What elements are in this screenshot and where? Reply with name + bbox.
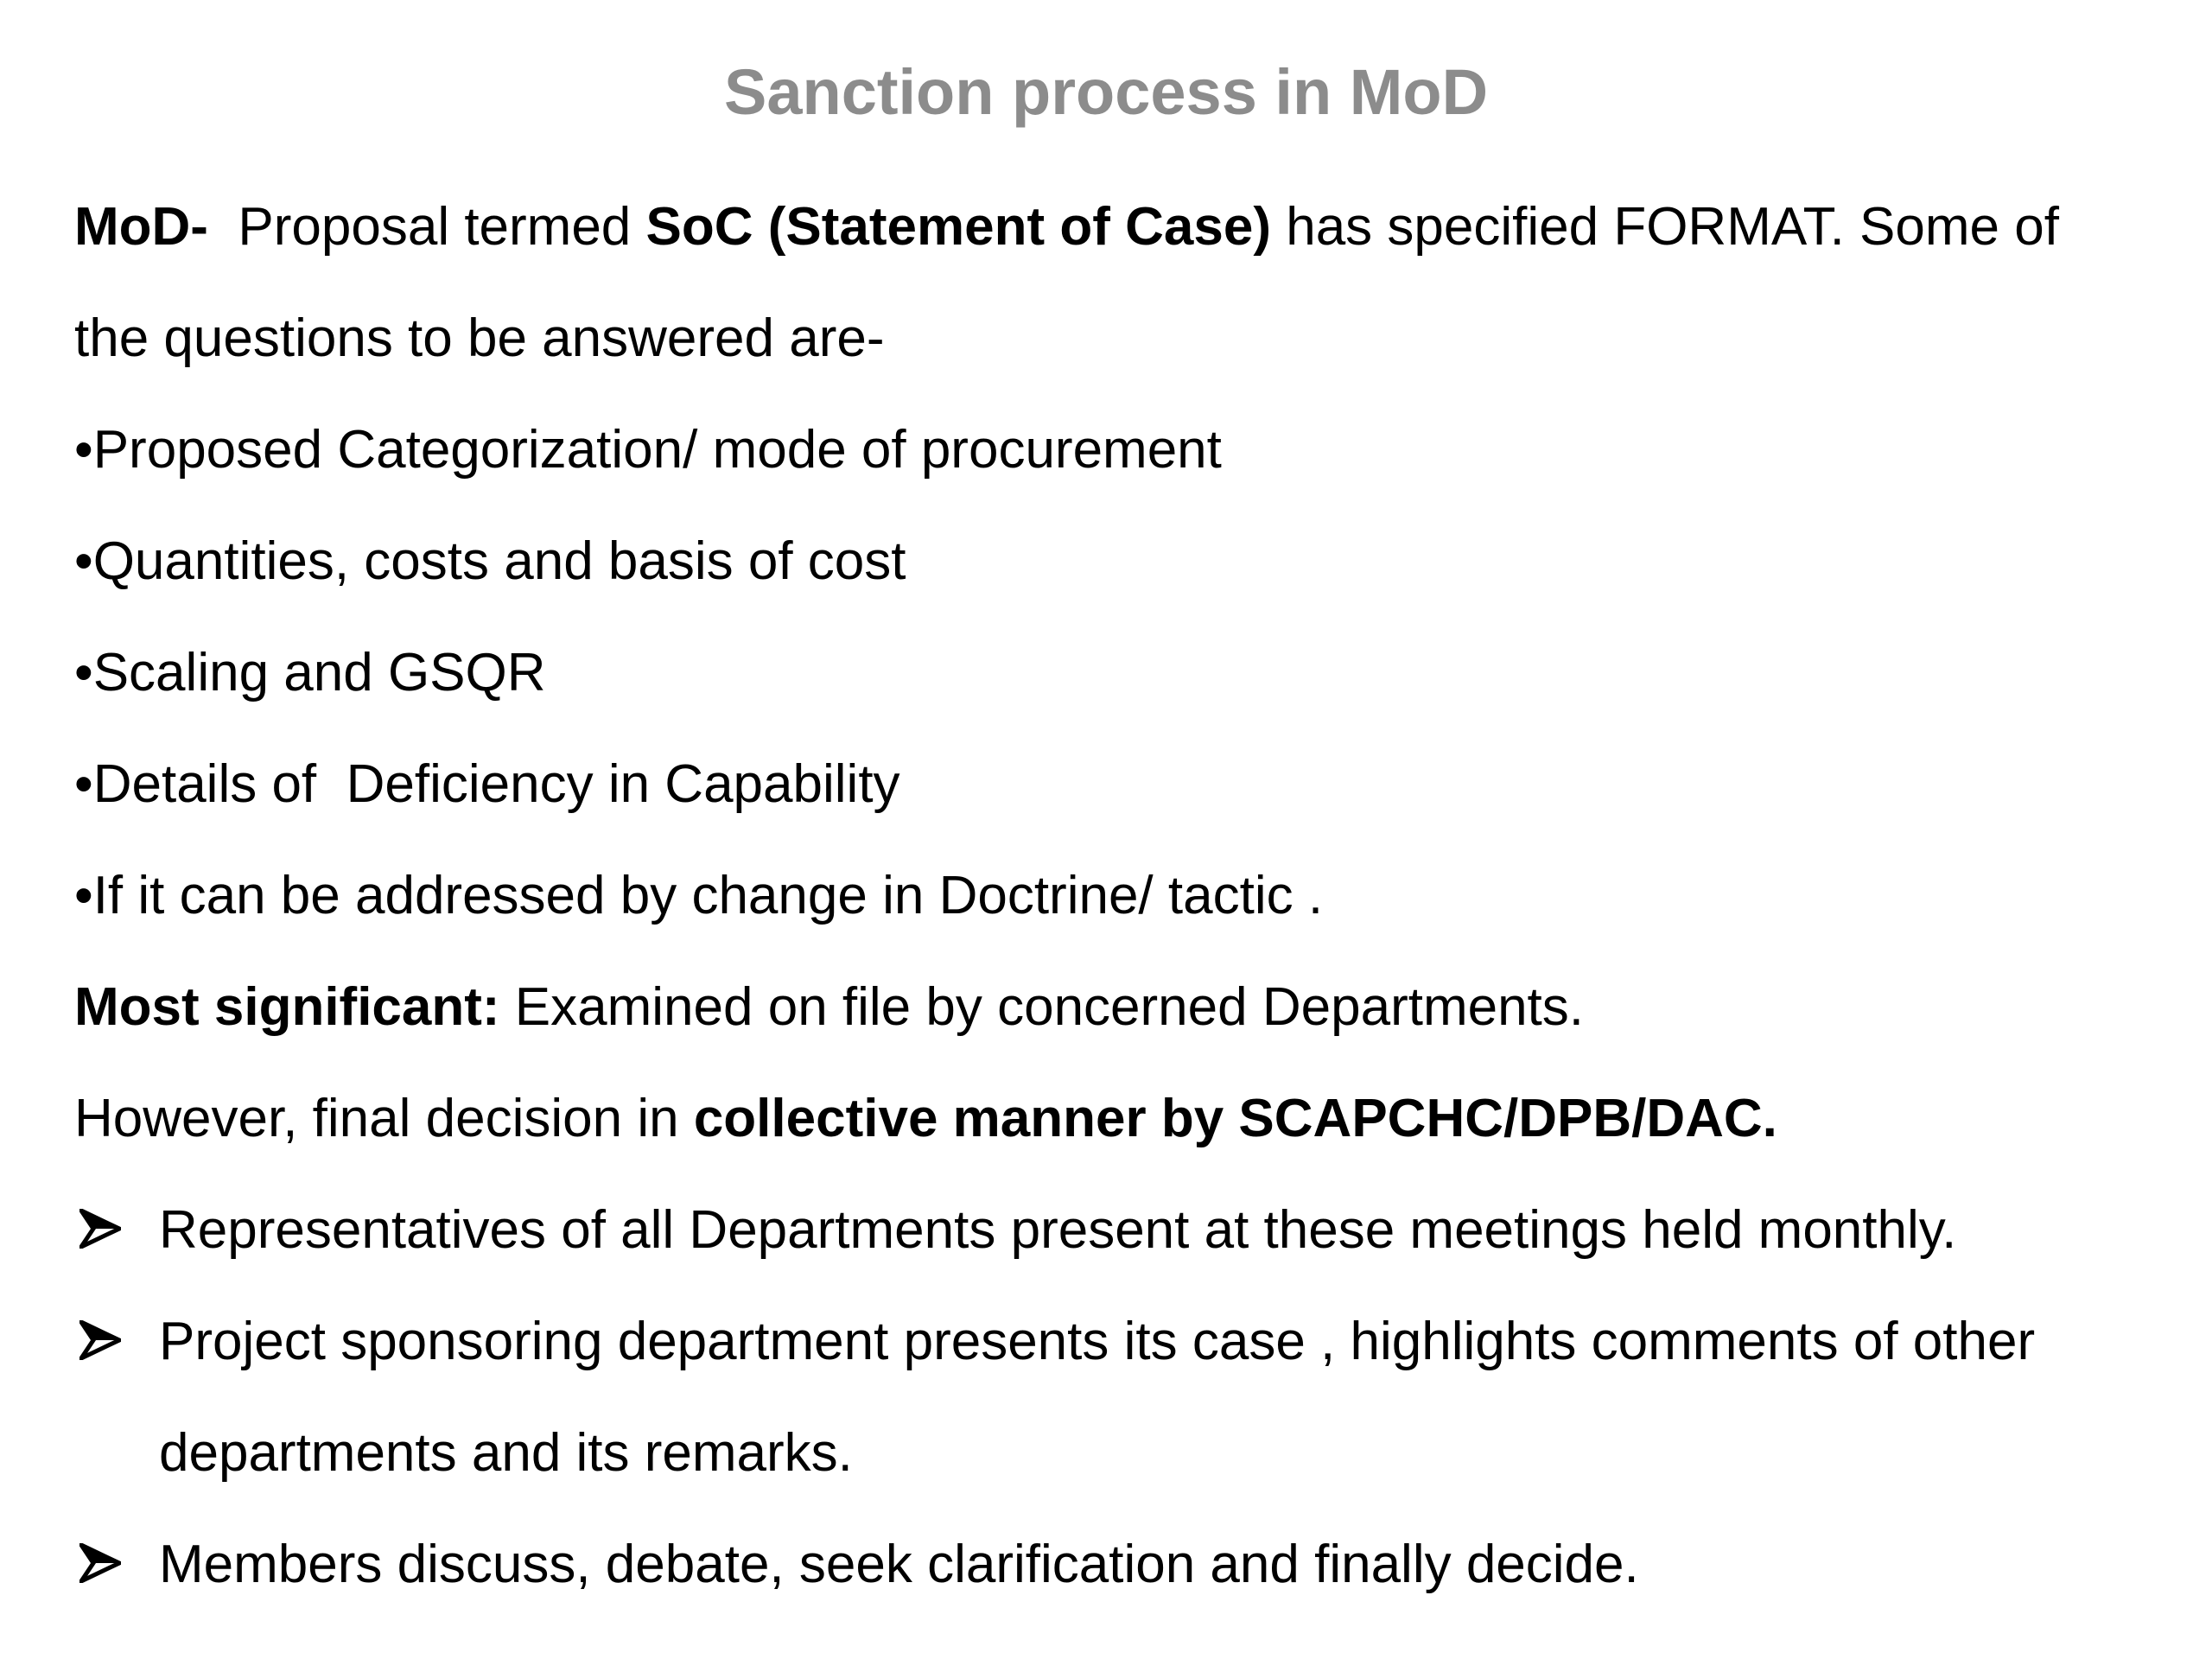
intro-text-1: Proposal termed bbox=[207, 197, 646, 257]
arrow-point bbox=[74, 1174, 2165, 1286]
bullet-item: •If it can be addressed by change in Doctrine/ tactic . bbox=[74, 866, 1324, 925]
arrow-point-text: Members discuss, debate, seek clarification and finally decide. bbox=[159, 1535, 1639, 1594]
intro-text-2: has specified FORMAT. Some of bbox=[1270, 197, 2059, 257]
arrow-head-bullet-icon bbox=[79, 1174, 121, 1286]
bullet-item: •Proposed Categorization/ mode of procurement bbox=[74, 420, 1222, 480]
decision-text: However, final decision in bbox=[74, 1089, 694, 1148]
arrow-point-continuation: departments and its remarks. bbox=[159, 1423, 853, 1483]
significant-line bbox=[74, 951, 2165, 1063]
bullet-item: •Scaling and GSQR bbox=[74, 643, 546, 702]
decision-bodies: collective manner by SCAPCHC/DPB/DAC. bbox=[693, 1089, 1777, 1148]
decision-line bbox=[74, 1063, 2165, 1174]
slide-body bbox=[74, 171, 2165, 1620]
significant-text: Examined on file by concerned Departments. bbox=[499, 977, 1585, 1037]
slide-title: Sanction process in MoD bbox=[723, 56, 1489, 128]
arrow-head-bullet-icon bbox=[79, 1286, 121, 1397]
intro-line-2: the questions to be answered are- bbox=[74, 308, 885, 368]
arrow-point-text: Project sponsoring department presents its case , highlights comments of other bbox=[159, 1312, 2036, 1371]
mod-label: MoD- bbox=[74, 197, 208, 257]
intro-line-1 bbox=[74, 171, 2165, 283]
bullet-item: •Quantities, costs and basis of cost bbox=[74, 531, 906, 591]
arrow-point bbox=[74, 1286, 2165, 1397]
arrow-point bbox=[74, 1509, 2165, 1620]
bullet-item: •Details of Deficiency in Capability bbox=[74, 754, 900, 814]
arrow-point-text: Representatives of all Departments present at these meetings held monthly. bbox=[159, 1200, 1957, 1260]
arrow-head-bullet-icon bbox=[79, 1509, 121, 1620]
significant-label: Most significant: bbox=[74, 977, 500, 1037]
soc-term: SoC (Statement of Case) bbox=[645, 197, 1271, 257]
